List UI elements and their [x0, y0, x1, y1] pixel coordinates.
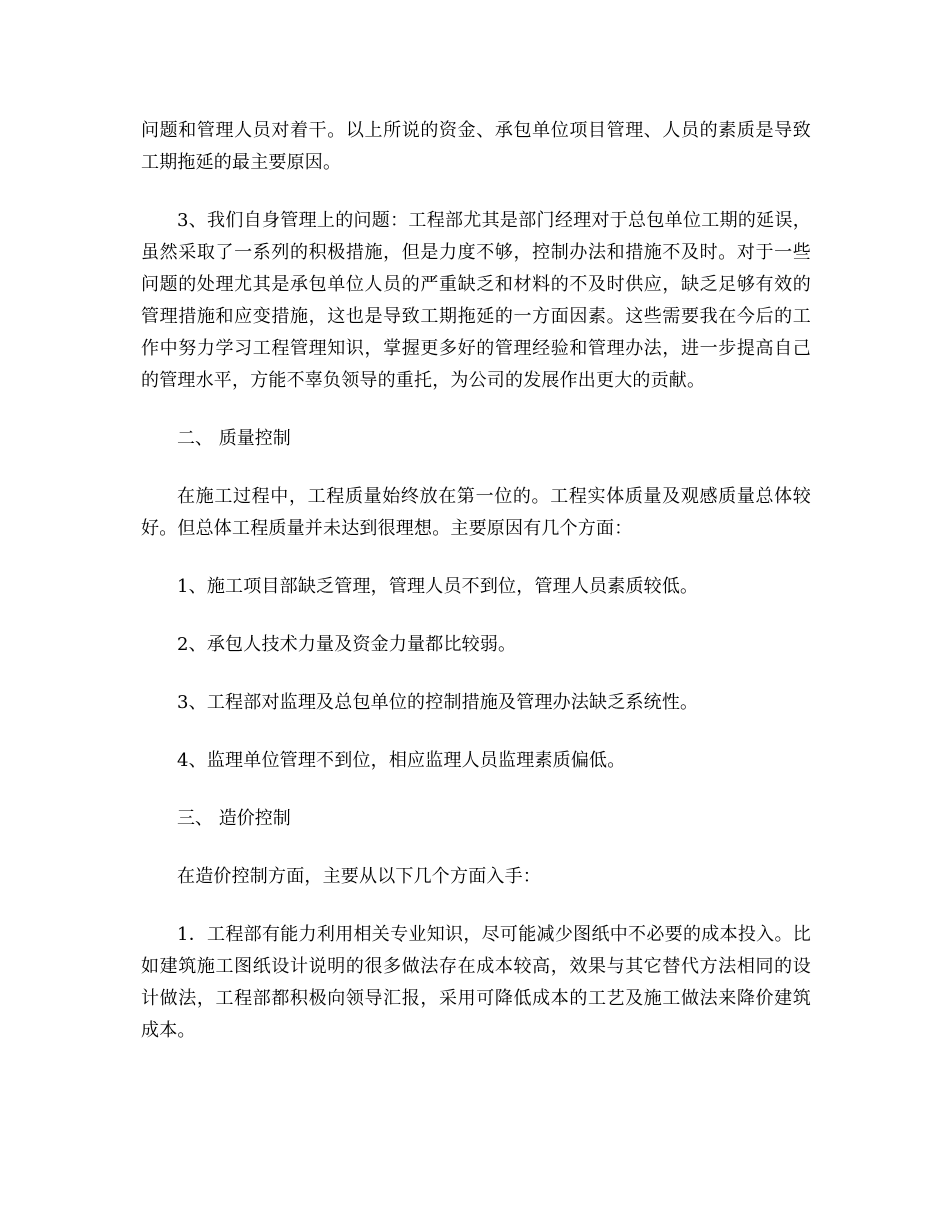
paragraph-quality-overview: 在施工过程中，工程质量始终放在第一位的。工程实体质量及观感质量总体较好。但总体工程质量并未达到很理想。主要原因有几个方面：	[141, 486, 811, 539]
list-item-cost-1: 1．工程部有能力利用相关专业知识，尽可能减少图纸中不必要的成本投入。比如建筑施工图纸设计说明的很多做法存在成本较高，效果与其它替代方法相同的设计做法，工程部都积极向领导汇报，采用可降低成本的工艺及施工做法来降价建筑成本。	[141, 924, 811, 1041]
list-item-quality-4: 4、监理单位管理不到位，相应监理人员监理素质偏低。	[177, 750, 626, 771]
paragraph-self-management-issues: 3、我们自身管理上的问题：工程部尤其是部门经理对于总包单位工期的延误，虽然采取了一系列的积极措施，但是力度不够，控制办法和措施不及时。对于一些问题的处理尤其是承包单位人员的严重缺乏和材料的不及时供应，缺乏足够有效的管理措施和应变措施，这也是导致工期拖延的一方面因素。这些需要我在今后的工作中努力学习工程管理知识，掌握更多好的管理经验和管理办法，进一步提高自己的管理水平，方能不辜负领导的重托，为公司的发展作出更大的贡献。	[141, 210, 811, 391]
document-page	[141, 115, 811, 1047]
paragraph-continuation: 问题和管理人员对着干。以上所说的资金、承包单位项目管理、人员的素质是导致工期拖延的最主要原因。	[141, 120, 811, 173]
section-heading-cost-control: 三、 造价控制	[177, 808, 291, 829]
paragraph-cost-overview: 在造价控制方面，主要从以下几个方面入手：	[177, 866, 541, 887]
list-item-quality-3: 3、工程部对监理及总包单位的控制措施及管理办法缺乏系统性。	[177, 692, 699, 713]
list-item-quality-1: 1、施工项目部缺乏管理，管理人员不到位，管理人员素质较低。	[177, 576, 699, 597]
list-item-quality-2: 2、承包人技术力量及资金力量都比较弱。	[177, 634, 517, 655]
section-heading-quality-control: 二、 质量控制	[177, 428, 291, 449]
